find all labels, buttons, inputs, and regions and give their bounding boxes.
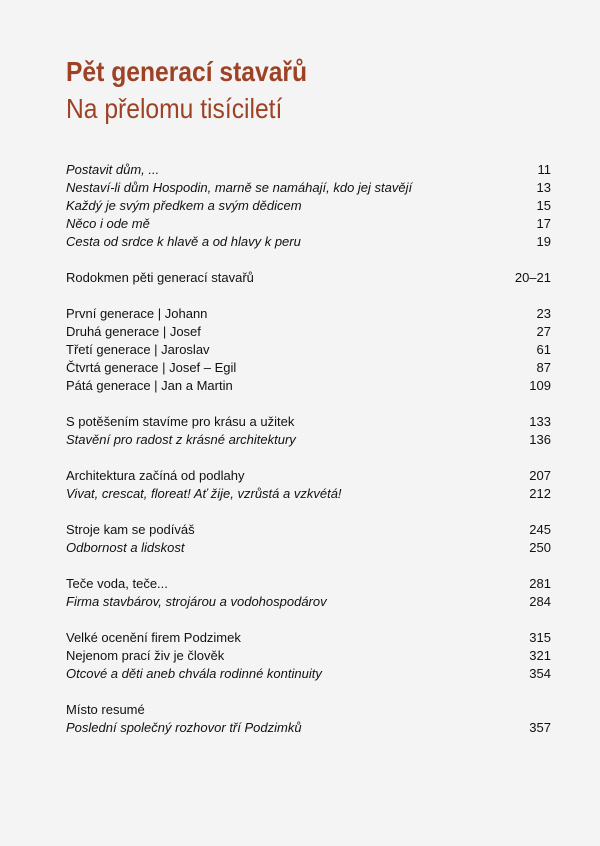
- book-title: Pět generací stavařů: [66, 56, 308, 87]
- toc-entry-page: 27: [536, 324, 551, 339]
- toc-entry[interactable]: [66, 215, 551, 233]
- toc-entry[interactable]: [66, 539, 551, 557]
- toc-entry-page: 13: [536, 180, 551, 195]
- toc-entry-title: Něco i ode mě: [66, 216, 150, 231]
- toc-entry-title: Stavění pro radost z krásné architektury: [66, 432, 296, 447]
- toc-entry[interactable]: [66, 269, 551, 287]
- book-subtitle: Na přelomu tisíciletí: [66, 93, 283, 124]
- toc-entry-page: 245: [529, 522, 551, 537]
- toc-section: [66, 701, 551, 737]
- toc-entry-page: 136: [529, 432, 551, 447]
- toc-entry-title: Místo resumé: [66, 702, 145, 717]
- toc-entry-page: 354: [529, 666, 551, 681]
- toc-entry[interactable]: [66, 323, 551, 341]
- toc-section: [66, 467, 551, 503]
- toc-entry-title: Firma stavbárov, strojárou a vodohospodárov: [66, 594, 327, 609]
- toc-entry[interactable]: [66, 521, 551, 539]
- toc-entry-page: 212: [529, 486, 551, 501]
- toc-section: [66, 269, 551, 287]
- toc-entry-page: 17: [536, 216, 551, 231]
- toc-entry-title: Stroje kam se podíváš: [66, 522, 195, 537]
- toc-entry[interactable]: [66, 467, 551, 485]
- toc-entry-page: 357: [529, 720, 551, 735]
- toc-section: [66, 629, 551, 683]
- toc-entry-title: Velké ocenění firem Podzimek: [66, 630, 241, 645]
- toc-entry[interactable]: [66, 233, 551, 251]
- toc-entry[interactable]: [66, 575, 551, 593]
- toc-entry[interactable]: [66, 701, 551, 719]
- toc-entry-page: 87: [536, 360, 551, 375]
- toc-entry-page: 284: [529, 594, 551, 609]
- toc-entry[interactable]: [66, 359, 551, 377]
- toc-section: [66, 413, 551, 449]
- toc-entry[interactable]: [66, 305, 551, 323]
- toc-entry-page: 11: [537, 162, 551, 177]
- toc-entry-title: Rodokmen pěti generací stavařů: [66, 270, 254, 285]
- table-of-contents: [66, 161, 551, 755]
- toc-entry-title: Nejenom prací živ je člověk: [66, 648, 225, 663]
- toc-entry[interactable]: [66, 413, 551, 431]
- toc-section: [66, 161, 551, 251]
- toc-entry-title: Otcové a děti aneb chvála rodinné kontinuity: [66, 666, 322, 681]
- toc-entry-title: Druhá generace | Josef: [66, 324, 201, 339]
- toc-entry-page: 109: [529, 378, 551, 393]
- toc-entry[interactable]: [66, 431, 551, 449]
- toc-entry-title: Pátá generace | Jan a Martin: [66, 378, 233, 393]
- toc-section: [66, 575, 551, 611]
- toc-entry-page: 250: [529, 540, 551, 555]
- toc-entry-page: 321: [529, 648, 551, 663]
- toc-entry-title: Architektura začíná od podlahy: [66, 468, 245, 483]
- toc-entry-title: Nestaví-li dům Hospodin, marně se namáhají, kdo jej stavějí: [66, 180, 413, 195]
- toc-entry[interactable]: [66, 377, 551, 395]
- toc-entry[interactable]: [66, 197, 551, 215]
- toc-entry[interactable]: [66, 719, 551, 737]
- toc-entry-page: 20–21: [514, 270, 551, 285]
- toc-entry-page: 19: [536, 234, 551, 249]
- toc-entry-page: 207: [529, 468, 551, 483]
- toc-entry[interactable]: [66, 485, 551, 503]
- toc-entry[interactable]: [66, 647, 551, 665]
- toc-section: [66, 521, 551, 557]
- toc-entry[interactable]: [66, 161, 551, 179]
- toc-entry-page: 15: [536, 198, 551, 213]
- toc-entry[interactable]: [66, 179, 551, 197]
- toc-section: [66, 305, 551, 395]
- toc-entry-page: 61: [536, 342, 551, 357]
- toc-entry-title: Poslední společný rozhovor tří Podzimků: [66, 720, 302, 735]
- toc-entry[interactable]: [66, 593, 551, 611]
- toc-entry[interactable]: [66, 629, 551, 647]
- toc-entry-title: Cesta od srdce k hlavě a od hlavy k peru: [66, 234, 301, 249]
- toc-entry-page: 133: [529, 414, 551, 429]
- toc-entry[interactable]: [66, 665, 551, 683]
- toc-entry-title: Odbornost a lidskost: [66, 540, 185, 555]
- toc-entry-title: Postavit dům, ...: [66, 162, 160, 177]
- toc-entry-title: S potěšením stavíme pro krásu a užitek: [66, 414, 295, 429]
- toc-entry-title: Vivat, crescat, floreat! Ať žije, vzrůstá a vzkvétá!: [66, 486, 342, 501]
- toc-entry-title: První generace | Johann: [66, 306, 208, 321]
- toc-entry[interactable]: [66, 341, 551, 359]
- toc-entry-title: Každý je svým předkem a svým dědicem: [66, 198, 302, 213]
- toc-entry-title: Teče voda, teče...: [66, 576, 168, 591]
- toc-entry-page: 281: [529, 576, 551, 591]
- toc-entry-page: 23: [536, 306, 551, 321]
- toc-entry-title: Třetí generace | Jaroslav: [66, 342, 210, 357]
- toc-entry-title: Čtvrtá generace | Josef – Egil: [66, 360, 237, 375]
- toc-entry-page: 315: [529, 630, 551, 645]
